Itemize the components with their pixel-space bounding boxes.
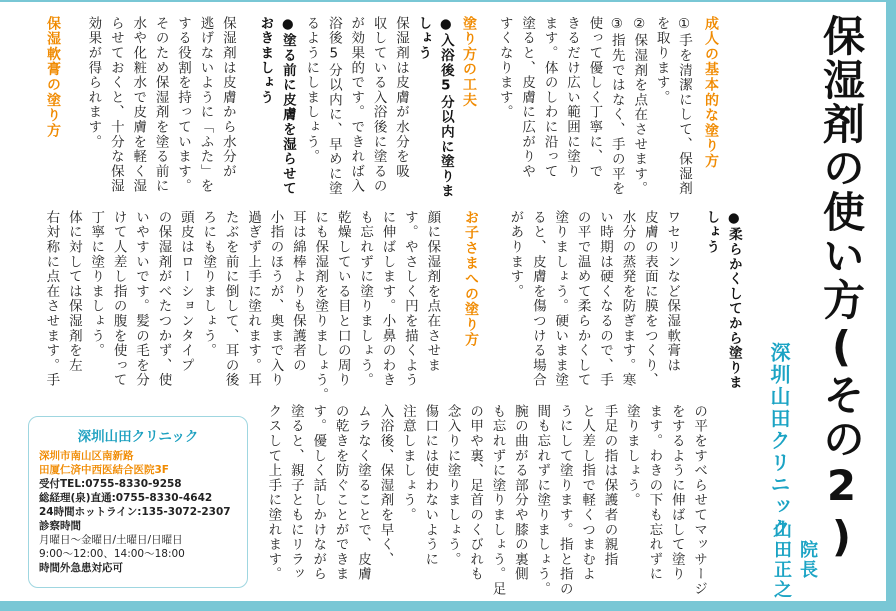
card-hours-time: 9:00〜12:00、14:00〜18:00 bbox=[39, 548, 185, 560]
card-manager: 総経理(泉)直通:0755-8330-4642 bbox=[39, 492, 213, 504]
clinic-name: 深圳山田クリニック bbox=[767, 342, 791, 540]
adult-body: ①手を清潔にして、保湿剤 を取ります。 ②保湿剤を点在させます。 ③指先ではなく、手の平を 使って優しく丁寧に、で きるだけ広い範囲に塗り ます。体のしわに沿って 塗ると、皮膚に広がりや すくなります。 bbox=[496, 16, 692, 197]
ointment-heading: 保湿軟膏の塗り方 bbox=[45, 16, 61, 139]
child-heading: お子さまへの塗り方 bbox=[463, 210, 479, 348]
adult-heading: 成人の基本的な塗り方 bbox=[703, 16, 719, 169]
card-tel: 受付TEL:0755-8330-9258 bbox=[39, 478, 182, 490]
child-body: 顔に保湿剤を点在させま す。やさしく円を描くよう に伸ばします。小鼻のわき も忘れずに塗りましょう。 乾燥している目と口の周り にも保湿剤を塗りましょう。 耳は綿棒よりも保護者の 小指のほうが、奥まで入り 過ぎず上手に塗れます。耳 たぶを前に倒して、耳の後 ろにも塗りましょう。 頭皮はローションタイプ の保湿剤がべたつかず、使 いやすいです。髪の毛を分 けて人差し指の腹を使って 丁寧に塗りましょう。 体に対しては保湿剤を左 右対称に点在させます。手 bbox=[43, 210, 441, 403]
card-hotline: 24時間ホットライン:135-3072-2307 bbox=[39, 506, 231, 518]
moist-heading: ●塗る前に皮膚を湿らせて おきましょう bbox=[257, 16, 296, 197]
clinic-info-card bbox=[28, 416, 248, 588]
soften-body: ワセリンなど保湿軟膏は 皮膚の表面に膜をつくり、 水分の蒸発を防ぎます。寒 い時期は硬くなるので、手 の平で温めて柔らかくして 塗りましょう。硬いまま塗 ると、皮膚を傷つける場合 があります。 bbox=[507, 210, 681, 388]
page-title: 保湿剤の使い方(その2) bbox=[817, 14, 866, 563]
tips-heading: 塗り方の工夫 bbox=[461, 16, 477, 108]
card-address-1: 深圳市南山区南新路 bbox=[39, 450, 134, 462]
card-hours-days: 月曜日〜金曜日/土曜日/日曜日 bbox=[39, 534, 183, 546]
card-hours-label: 診察時間 bbox=[39, 520, 81, 532]
card-emergency: 時間外急患対応可 bbox=[39, 562, 123, 574]
moist-body: 保湿剤は皮膚から水分が 逃げないように「ふた」を する役割を持っています。 そのため保湿剤を塗る前に 水や化粧水で皮膚を軽く湿 らせておくと、十分な保湿 効果が得られます。 bbox=[85, 16, 236, 194]
card-title: 深圳山田クリニック bbox=[77, 429, 199, 445]
doctor-name: 山田正之 bbox=[771, 520, 792, 600]
bath-heading: ●入浴後5分以内に塗りま しょう bbox=[415, 16, 454, 199]
soften-heading: ●柔らかくしてから塗りま しょう bbox=[703, 210, 742, 391]
bath-body: 保湿剤は皮膚が水分を吸 収している入浴後に塗るの が効果的です。できれば入 浴後5分以内に、早めに塗 るようにしましょう。 bbox=[303, 16, 410, 197]
card-address-2: 田厦仁済中西医結合医院3F bbox=[39, 464, 169, 476]
lower-right-body: の平をすべらせてマッサージ をするように伸ばして塗り ます。わきの下も忘れずに 塗りましょう。 手足の指は保護者の親指 と人差し指で軽くつまむよ うにして塗ります。指と指の 間も忘れずに塗りましょう。 腕の曲がる部分や膝の裏側 も忘れずに塗りましょう。足 の甲や裏、足首のくびれも 念入りに塗りましょう。 傷口には使わないように 注意しましょう。 入浴後、保湿剤を早く、 ムラなく塗ることで、皮膚 の乾きを防ぐことができま す。優しく話しかけながら 塗ると、親子ともにリラッ クスして上手に塗れます。 bbox=[265, 404, 708, 597]
clinic-role: 院長 bbox=[797, 540, 818, 580]
